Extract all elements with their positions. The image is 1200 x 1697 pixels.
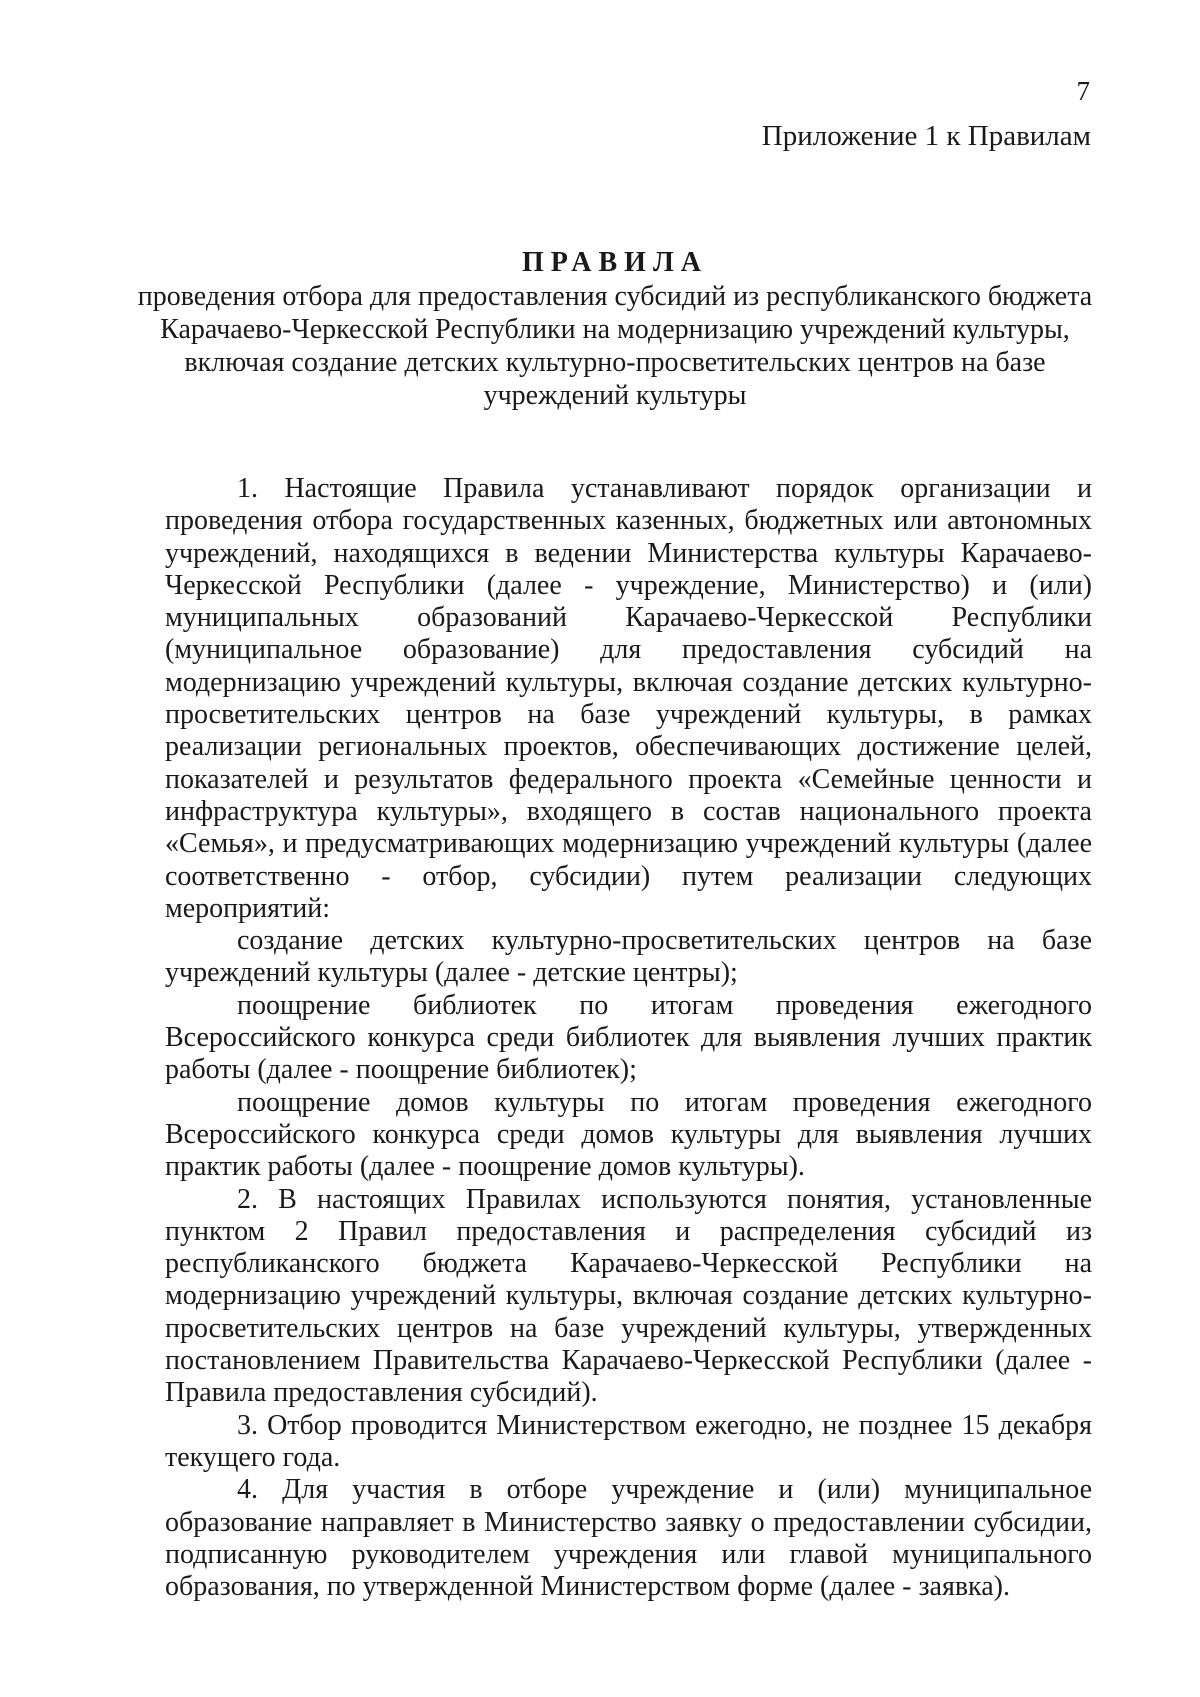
document-title: ПРАВИЛА	[521, 247, 709, 278]
paragraph-1-item-culture-houses: поощрение домов культуры по итогам проведения ежегодного Всероссийского конкурса среди домов культуры для выявления лучших практик работы (далее - поощрение домов культуры).	[165, 1086, 1092, 1183]
page-number: 7	[1076, 76, 1090, 106]
appendix-reference: Приложение 1 к Правилам	[761, 120, 1091, 152]
document-subtitle: проведения отбора для предоставления субсидий из республиканского бюджета Карачаево-Черкесской Республики на модернизацию учреждений культуры, включая создание детских культурно-просветительских центров на базе учреждений культуры	[137, 281, 1093, 411]
paragraph-1: 1. Настоящие Правила устанавливают порядок организации и проведения отбора государственных казенных, бюджетных или автономных учреждений, находящихся в ведении Министерства культуры Карачаево-Черкесской Республики (далее - учреждение, Министерство) и (или) муниципальных образований Карачаево-Черкесской Республики (муниципальное образование) для предоставления субсидий на модернизацию учреждений культуры, включая создание детских культурно-просветительских центров на базе учреждений культуры, в рамках реализации региональных проектов, обеспечивающих достижение целей, показателей и результатов федерального проекта «Семейные ценности и инфраструктура культуры», входящего в состав национального проекта «Семья», и предусматривающих модернизацию учреждений культуры (далее соответственно - отбор, субсидии) путем реализации следующих мероприятий:	[165, 473, 1092, 924]
paragraph-3: 3. Отбор проводится Министерством ежегодно, не позднее 15 декабря текущего года.	[165, 1409, 1092, 1473]
paragraph-1-item-libraries: поощрение библиотек по итогам проведения ежегодного Всероссийского конкурса среди библиотек для выявления лучших практик работы (далее - поощрение библиотек);	[165, 989, 1092, 1086]
paragraph-1-item-children-centers: создание детских культурно-просветительских центров на базе учреждений культуры (далее - детские центры);	[165, 925, 1092, 989]
title-block	[130, 246, 1100, 412]
document-body	[165, 473, 1092, 1603]
paragraph-4: 4. Для участия в отборе учреждение и (или) муниципальное образование направляет в Министерство заявку о предоставлении субсидии, подписанную руководителем учреждения или главой муниципального образования, по утвержденной Министерством форме (далее - заявка).	[165, 1474, 1092, 1603]
paragraph-2: 2. В настоящих Правилах используются понятия, установленные пунктом 2 Правил предоставления и распределения субсидий из республиканского бюджета Карачаево-Черкесской Республики на модернизацию учреждений культуры, включая создание детских культурно-просветительских центров на базе учреждений культуры, утвержденных постановлением Правительства Карачаево-Черкесской Республики (далее - Правила предоставления субсидий).	[165, 1183, 1092, 1409]
